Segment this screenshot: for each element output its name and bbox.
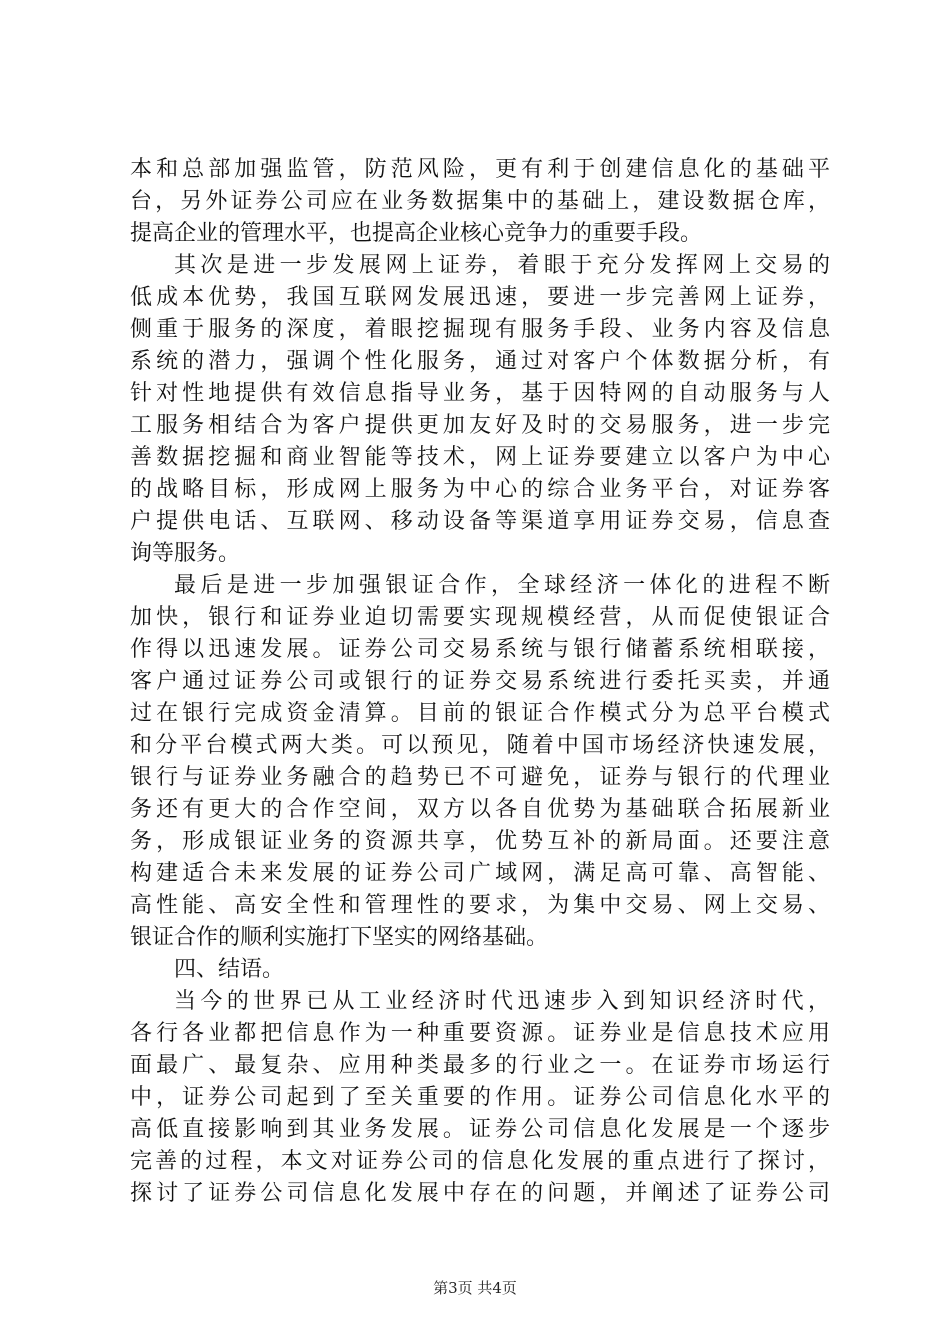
text-line: 银证合作的顺利实施打下坚实的网络基础。 (130, 925, 549, 950)
body-text (130, 154, 830, 1210)
text-line: 构建适合未来发展的证券公司广域网，满足高可靠、高智能、 (130, 861, 830, 886)
text-line: 加快，银行和证券业迫切需要实现规模经营，从而促使银证合 (130, 605, 830, 630)
text-line: 台，另外证券公司应在业务数据集中的基础上，建设数据仓库， (130, 189, 830, 214)
text-line: 过在银行完成资金清算。目前的银证合作模式分为总平台模式 (130, 701, 830, 726)
text-line: 针对性地提供有效信息指导业务，基于因特网的自动服务与人 (130, 381, 830, 406)
text-line: 工服务相结合为客户提供更加友好及时的交易服务，进一步完 (130, 413, 830, 438)
text-line: 最后是进一步加强银证合作，全球经济一体化的进程不断 (174, 573, 830, 598)
text-line: 低成本优势，我国互联网发展迅速，要进一步完善网上证券， (130, 285, 830, 310)
text-line: 面最广、最复杂、应用种类最多的行业之一。在证券市场运行 (130, 1053, 830, 1078)
text-line: 的战略目标，形成网上服务为中心的综合业务平台，对证券客 (130, 477, 830, 502)
text-line: 各行各业都把信息作为一种重要资源。证券业是信息技术应用 (130, 1021, 830, 1046)
text-line: 侧重于服务的深度，着眼挖掘现有服务手段、业务内容及信息 (130, 317, 830, 342)
text-line: 和分平台模式两大类。可以预见，随着中国市场经济快速发展， (130, 733, 830, 758)
text-line: 高低直接影响到其业务发展。证券公司信息化发展是一个逐步 (130, 1117, 830, 1142)
text-line: 本和总部加强监管，防范风险，更有利于创建信息化的基础平 (130, 157, 830, 182)
text-line: 当今的世界已从工业经济时代迅速步入到知识经济时代， (174, 989, 830, 1014)
text-line: 务，形成银证业务的资源共享，优势互补的新局面。还要注意 (130, 829, 830, 854)
text-line: 中，证券公司起到了至关重要的作用。证券公司信息化水平的 (130, 1085, 830, 1110)
page-number-footer: 第3页 共4页 (433, 1279, 517, 1297)
text-line: 务还有更大的合作空间，双方以各自优势为基础联合拓展新业 (130, 797, 830, 822)
text-line: 其次是进一步发展网上证券，着眼于充分发挥网上交易的 (174, 253, 830, 278)
text-line: 善数据挖掘和商业智能等技术，网上证券要建立以客户为中心 (130, 445, 830, 470)
text-line: 银行与证券业务融合的趋势已不可避免，证券与银行的代理业 (130, 765, 830, 790)
text-line: 高性能、高安全性和管理性的要求，为集中交易、网上交易、 (130, 893, 830, 918)
text-line: 客户通过证券公司或银行的证券交易系统进行委托买卖，并通 (130, 669, 830, 694)
text-line: 系统的潜力，强调个性化服务，通过对客户个体数据分析，有 (130, 349, 830, 374)
text-line: 完善的过程，本文对证券公司的信息化发展的重点进行了探讨， (130, 1149, 830, 1174)
text-line: 提高企业的管理水平，也提高企业核心竞争力的重要手段。 (130, 221, 703, 246)
text-line: 询等服务。 (130, 541, 241, 566)
section-heading: 四、结语。 (174, 957, 285, 982)
text-line: 作得以迅速发展。证券公司交易系统与银行储蓄系统相联接， (130, 637, 830, 662)
text-line: 户提供电话、互联网、移动设备等渠道享用证券交易，信息查 (130, 509, 830, 534)
text-line: 探讨了证券公司信息化发展中存在的问题，并阐述了证券公司 (130, 1181, 830, 1206)
